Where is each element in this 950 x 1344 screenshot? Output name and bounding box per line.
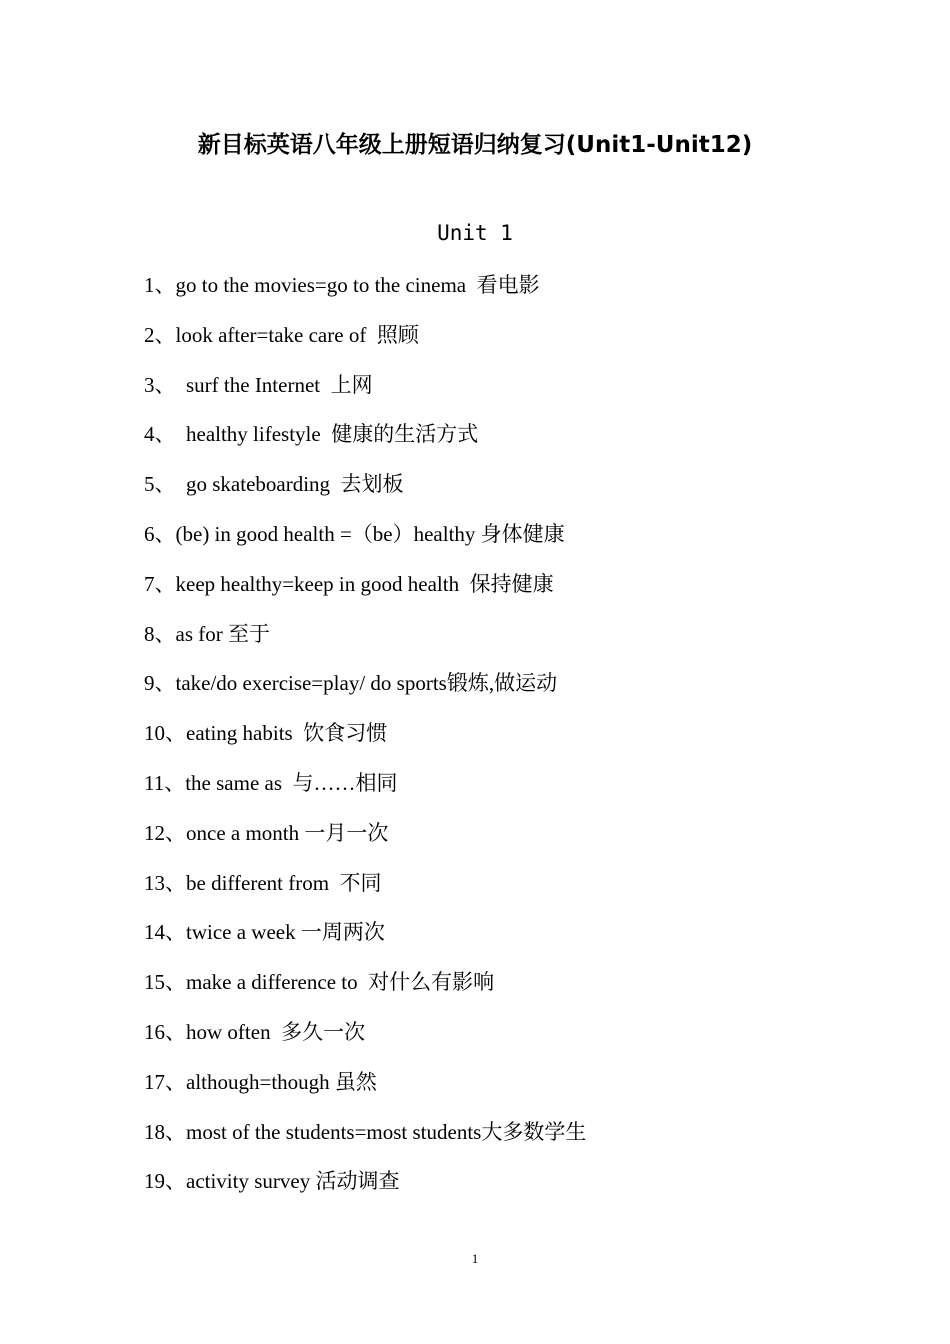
list-item: 3、 surf the Internet 上网 (144, 372, 373, 397)
list-item: 10、eating habits 饮食习惯 (144, 721, 388, 746)
list-item: 6、(be) in good health =（be）healthy 身体健康 (144, 521, 565, 546)
page-title: 新目标英语八年级上册短语归纳复习(Unit1-Unit12) (197, 132, 753, 159)
page-number: 1 (471, 1251, 479, 1266)
list-item: 4、 healthy lifestyle 健康的生活方式 (144, 422, 479, 447)
list-item: 15、make a difference to 对什么有影响 (144, 970, 495, 995)
list-item: 7、keep healthy=keep in good health 保持健康 (144, 571, 554, 596)
list-item: 13、be different from 不同 (144, 870, 382, 895)
list-item: 16、how often 多久一次 (144, 1019, 366, 1044)
list-item: 17、although=though 虽然 (144, 1069, 377, 1094)
unit-heading: Unit 1 (437, 221, 513, 245)
list-item: 5、 go skateboarding 去划板 (144, 472, 404, 497)
list-item: 1、go to the movies=go to the cinema 看电影 (144, 273, 540, 297)
list-item: 19、activity survey 活动调查 (144, 1169, 400, 1194)
list-item: 2、look after=take care of 照顾 (144, 322, 419, 347)
list-item: 11、the same as 与……相同 (144, 770, 398, 795)
list-item: 8、as for 至于 (144, 621, 270, 646)
list-item: 18、most of the students=most students大多数学生 (144, 1119, 587, 1144)
phrase-list (144, 268, 904, 1214)
list-item: 14、twice a week 一周两次 (144, 920, 385, 945)
list-item: 12、once a month 一月一次 (144, 820, 389, 845)
list-item: 9、take/do exercise=play/ do sports锻炼,做运动 (144, 671, 558, 696)
